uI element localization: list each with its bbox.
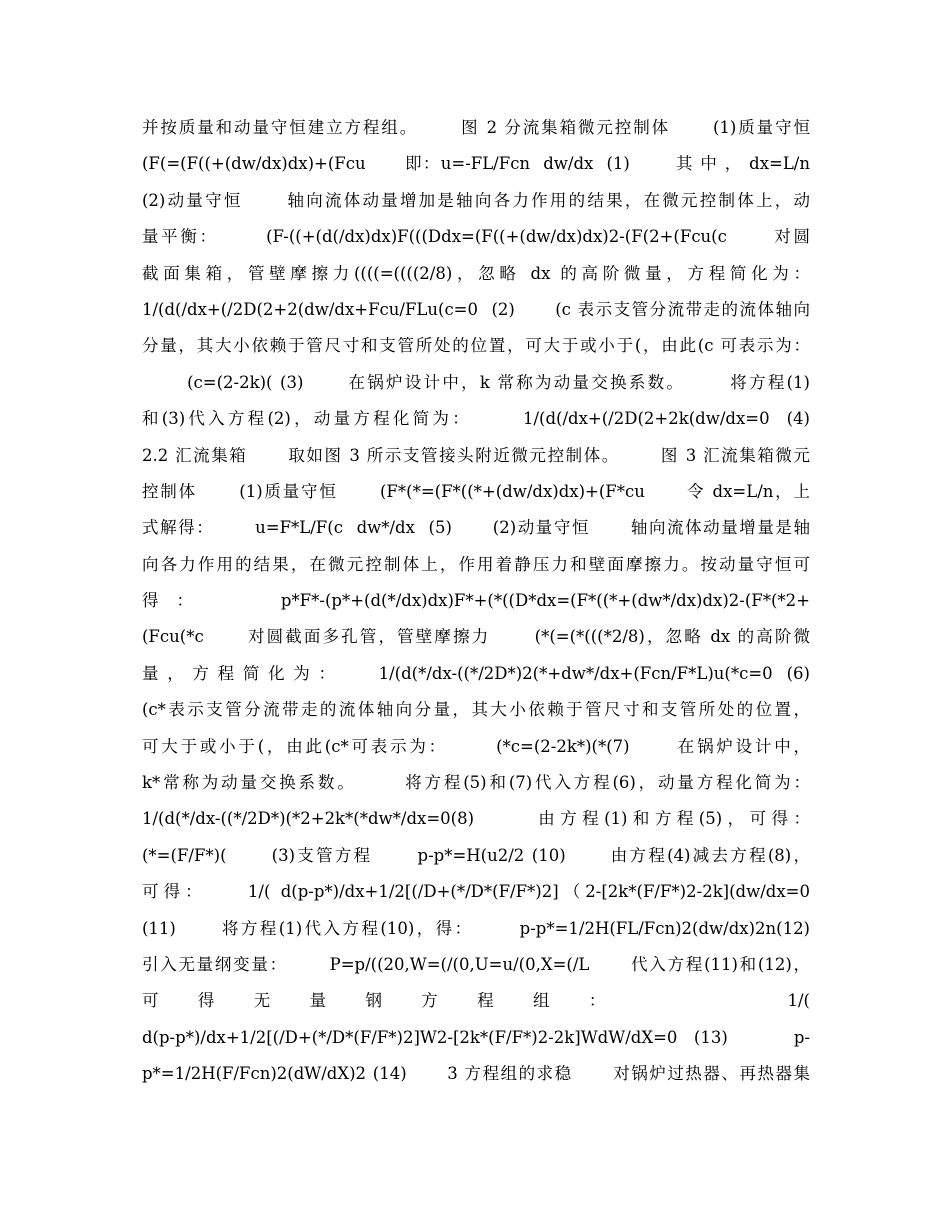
text-line: (c*表示支管分流带走的流体轴向分量，其大小依赖于管尺寸和支管所处的位置， <box>142 700 810 720</box>
text-line: 1/(d(*/dx-((*/2D*)(*2+2k*(*dw*/dx=0(8) 由方程(1)和方程(5)，可得： <box>142 809 810 829</box>
text-line: 并按质量和动量守恒建立方程组。 图 2 分流集箱微元控制体 (1)质量守恒 <box>142 118 810 137</box>
text-line: k*常称为动量交换系数。 将方程(5)和(7)代入方程(6)，动量方程化简为： <box>142 773 810 793</box>
text-line: 引入无量纲变量： P=p/((20,W=(/(0,U=u/(0,X=(/L 代入方程(11)和(12)， <box>142 954 810 974</box>
text-line: 2.2 汇流集箱 取如图 3 所示支管接头附近微元控制体。 图 3 汇流集箱微元 <box>142 445 810 465</box>
text-line: 可大于或小于(，由此(c*可表示为： (*c=(2-2k*)(*(7) 在锅炉设计中， <box>142 736 810 756</box>
text-line: (Fcu(*c 对圆截面多孔管，管壁摩擦力 (*(=(*(((*2/8)，忽略 dx 的高阶微 <box>142 627 810 647</box>
text-line: 分量，其大小依赖于管尺寸和支管所处的位置，可大于或小于(，由此(c 可表示为： <box>142 336 810 356</box>
text-line: 量 ， 方 程 简 化 为 ： 1/(d(*/dx-((*/2D*)2(*+dw*/dx+(Fcn/F*L)u(*c=0 (6) <box>142 663 810 683</box>
text-line: 控制体 (1)质量守恒 (F*(*=(F*((*+(dw/dx)dx)+(F*cu 令 dx=L/n，上 <box>142 481 810 501</box>
document-page <box>142 110 810 1093</box>
text-line: d(p-p*)/dx+1/2[(/D+(*/D*(F/F*)2]W2-[2k*(F/F*)2-2k]WdW/dX=0 (13) p- <box>142 1027 810 1047</box>
text-line: (c=(2-2k)( (3) 在锅炉设计中，k 常称为动量交换系数。 将方程(1) <box>142 372 810 392</box>
text-line: 截面集箱，管壁摩擦力((((=((((2/8)，忽略 dx 的高阶微量，方程简化为： <box>142 263 810 283</box>
text-line: 可 得 无 量 钢 方 程 组 ： 1/( <box>142 991 810 1011</box>
text-line: 量平衡： (F-((+(d(/dx)dx)F(((Ddx=(F((+(dw/dx)dx)2-(F(2+(Fcu(c 对圆 <box>142 227 810 247</box>
text-line: 可得： 1/( d(p-p*)/dx+1/2[(/D+(*/D*(F/F*)2]（2-[2k*(F/F*)2-2k](dw/dx=0 <box>142 882 810 902</box>
text-line: 1/(d(/dx+(/2D(2+2(dw/dx+Fcu/FLu(c=0 (2) (c 表示支管分流带走的流体轴向 <box>142 299 810 319</box>
text-line: 和(3)代入方程(2)，动量方程化简为： 1/(d(/dx+(/2D(2+2k(dw/dx=0 (4) <box>142 409 810 429</box>
text-line: 向各力作用的结果，在微元控制体上，作用着静压力和壁面摩擦力。按动量守恒可 <box>142 554 810 574</box>
text-line: (11) 将方程(1)代入方程(10)，得： p-p*=1/2H(FL/Fcn)2(dw/dx)2n(12) <box>142 918 810 938</box>
text-line: (F(=(F((+(dw/dx)dx)+(Fcu 即：u=-FL/Fcn dw/dx (1) 其 中 ， dx=L/n <box>142 154 810 174</box>
text-line: (2)动量守恒 轴向流体动量增加是轴向各力作用的结果，在微元控制体上，动 <box>142 190 810 210</box>
text-line: 式解得： u=F*L/F(c dw*/dx (5) (2)动量守恒 轴向流体动量增量是轴 <box>142 518 810 538</box>
text-line: (*=(F/F*)( (3)支管方程 p-p*=H(u2/2 (10) 由方程(4)减去方程(8)， <box>142 845 810 865</box>
text-line: 得 ： p*F*-(p*+(d(*/dx)dx)F*+(*((D*dx=(F*((*+(dw*/dx)dx)2-(F*(*2+ <box>142 591 810 611</box>
text-line: p*=1/2H(F/Fcn)2(dW/dX)2 (14) 3 方程组的求稳 对锅炉过热器、再热器集 <box>142 1064 810 1084</box>
